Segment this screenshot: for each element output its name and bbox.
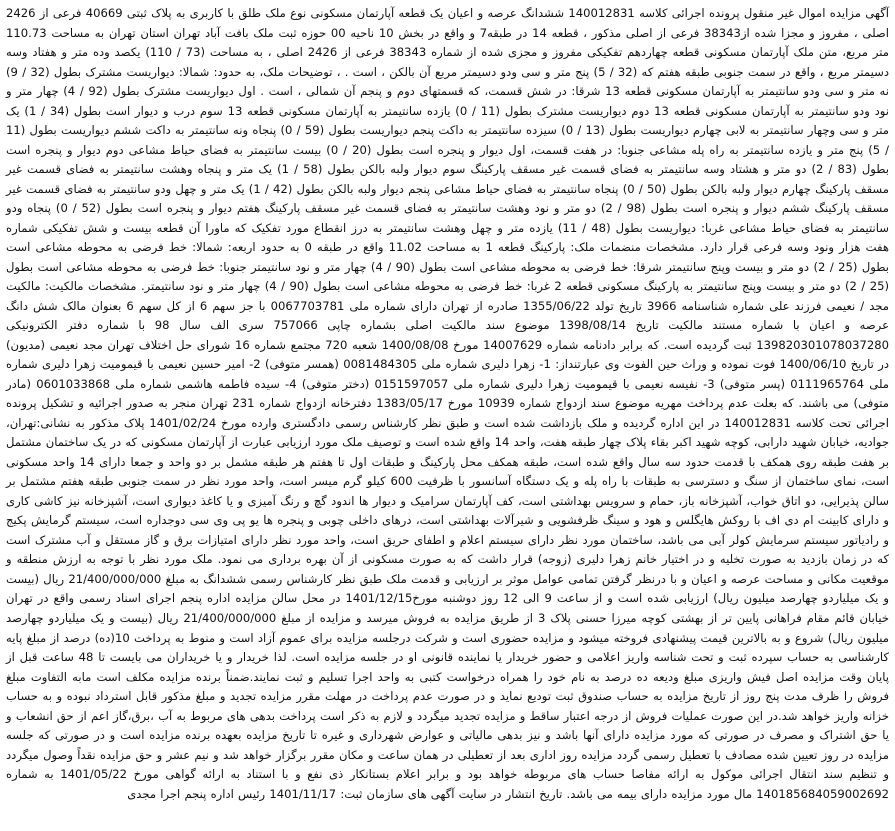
auction-notice-text: آگهی مزایده اموال غیر منقول پرونده اجرائی کلاسه 140012831 ششدانگ عرصه و اعیان یک قطعه آپارتمان مسکونی نوع ملک طلق با کاربری به پلاک ثبتی 40669 فرعی از 2426 اصلی ، مفروز و مجزا شده از38343 فرعی از اصلی مذکور ، قطعه 14 در طبقه7 و واقع در بخش 10 ناحیه 00 حوزه ثبت ملک بافت آباد تهران استان تهران به مساحت 110.73 متر مربع، متن ملک آپارتمان مسکونی قطعه چهاردهم تفکیکی مفروز و مجزی شده از شماره 38343 فرعی از 2426 اصلی ، به مساحت (73 / 110) یکصد وده متر و هفتاد وسه دسیمتر مربع ، واقع در سمت جنوبی طبقه هفتم که (32 / 5) پنج متر و سی ودو دسیمتر مربع آن بالکن ، است . ، توضیحات ملک، به حدود: شمالا: دیواریست مشترک بطول (32 / 9) نه متر و سی ودو سانتیمتر به آپارتمان مسکونی قطعه 13 شرقا: در شش قسمت، که قسمتهای دوم و پنجم آن شمالی ، است . اول دیواریست مشترک بطول (92 / 4) چهار متر و نود ودو سانتیمتر به آپارتمان مسکونی قطعه 13 دوم دیواریست مشترک بطول (11 / 0) یازده سانتیمتر به آپارتمان مسکونی قطعه 13 سوم درب و دیوار است بطول (34 / 1) یک متر و سی وچهار سانتیمتر به لابی چهارم دیواریست بطول (13 / 0) سیزده سانتیمتر به داکت پنجم دیواریست بطول (59 / 0) پنجاه ونه سانتیمتر به داکت ششم دیواریست بطول (11 / 5) پنج متر و یازده سانتیمتر به راه پله مشاعی جنوبا: در هفت قسمت، اول دیوار و پنجره است بطول (20 / 0) بیست سانتیمتر به فضای حیاط مشاعی دوم دیوار و پنجره است بطول (83 / 2) دو متر و هشتاد وسه سانتیمتر به فضای قسمت غیر مسقف پارکینگ سوم دیوار ولبه بالکن بطول (58 / 1) یک متر و پنجاه وهشت سانتیمتر به فضای قسمت غیر مسقف پارکینگ چهارم دیوار ولبه بالکن بطول (50 / 0) پنجاه سانتیمتر به فضای حیاط مشاعی پنجم دیوار ولبه بالکن بطول (42 / 1) یک متر و چهل ودو سانتیمتر به فضای قسمت غیر مسقف پارکینگ ششم دیوار و پنجره است بطول (98 / 2) دو متر و نود وهشت سانتیمتر به فضای قسمت غیر مسقف پارکینگ هفتم دیوار و پنجره است بطول (52 / 0) پنجاه ودو سانتیمتر به فضای حیاط مشاعی غربا: دیواریست بطول (48 / 11) یازده متر و چهل وهشت سانتیمتر به درز انقطاع مورد تفکیک که ماورا آن قطعه بیست و شش تفکیکی شماره هفت هزار ونود وسه فرعی قرار دارد. مشخصات منضمات ملک: پارکینگ قطعه 1 به مساحت 11.02 واقع در طبقه 0 به حدود اربعه: شمالا: خط فرضی به محوطه مشاعی است بطول (25 / 2) دو متر و بیست وپنج سانتیمتر شرقا: خط فرضی به محوطه مشاعی است بطول (90 / 4) چهار متر و نود سانتیمتر جنوبا: خط فرضی به محوطه مشاعی است بطول (25 / 2) دو متر و بیست وپنج سانتیمتر به پارکینگ مسکونی قطعه 2 غربا: خط فرضی به محوطه مشاعی است بطول (90 / 4) چهار متر و نود سانتیمتر. مشخصات مالکیت: مالکیت مجد / نعیمی فرزند علی شماره شناسنامه 3966 تاریخ تولد 1355/06/22 صادره از تهران دارای شماره ملی 0067703781 با جز سهم 6 از کل سهم 6 بعنوان مالک شش دانگ عرصه و اعیان با شماره مستند مالکیت تاریخ 1398/08/14 موضوع سند مالکیت اصلی بشماره چاپی 757066 سری الف سال 98 با شماره دفتر الکترونیکی 139820301078037280 ثبت گردیده است. که برابر دادنامه شماره 14007629 مورخ 1400/08/08 شعبه 720 مجتمع شماره 16 شورای حل اختلاف تهران مجد نعیمی (مدیون) در تاریخ 1400/06/10 فوت نموده و وراث حین الفوت وی عبارتنداز: 1- زهرا دلیری شماره ملی 0081484305 (همسر متوفی) 2- امیر حسین نعیمی با قیمومیت زهرا دلیری شماره ملی 0111965764 (پسر متوفی) 3- نفیسه نعیمی با قیمومیت زهرا دلیری شماره ملی 0151597057 (دختر متوفی) 4- سیده فاطمه هاشمی شماره ملی 0601033868 (مادر متوفی) می باشند. که بعلت عدم پرداخت مهریه موضوع سند ازدواج شماره 10939 مورخ 1383/05/17 دفترخانه ازدواج شماره 231 تهران منجر به صدور اجرائیه و تشکیل پرونده اجرائی تحت کلاسه 140012831 در این اداره گردیده و ملک بازداشت شده است و طبق نظر کارشناس رسمی دادگستری وارده مورخ 1401/02/24 پلاک مذکور به نشانی:تهران، جوادیه، خیابان شهید دارابی، کوچه شهید اکبر بقاء پلاک چهار طبقه هفت، واحد 14 واقع شده است و توصیف ملک مورد ارزیابی عبارت از آپارتمان مسکونی که در یک ساختمان مشتمل بر هفت طبقه روی همکف با قدمت حدود سه سال واقع شده است، طبقه همکف محل پارکینگ و طبقات اول تا هفتم هر طبقه مشمل بر دو واحد و جمعا دارای 14 واحد مسکونی است، نمای ساختمان از سنگ و دسترسی به طبقات با راه پله و یک دستگاه آسانسور با ظرفیت 600 کیلو گرم میسر است، واحد مورد نظر در سمت جنوبی طبقه هفتم مشتمل بر سالن پذیرایی، دو اتاق خواب، آشپزخانه باز، حمام و سرویس بهداشتی است، کف آپارتمان سرامیک و دیوار ها اندود گچ و رنگ آمیزی و یا کاغذ دیواری است، آشپزخانه نیز کاشی کاری و دارای کابینت ام دی اف با روکش هایگلس و هود و سینگ ظرفشویی و شیرآلات بهداشتی است، درهای داخلی چوبی و پنجره ها یو پی وی سی دوجداره است، سیستم گرمایش پکیج و رادیاتور سیستم سرمایش کولر آبی می باشد، ساختمان مورد نظر دارای سیستم اعلام و اطفای حریق است، واحد مورد نظر دارای امتیازات برق و گاز مستقل و آب مشترک است که در زمان بازدید به صورت تخلیه و در اختیار خانم زهرا دلیری (زوجه) قرار داشت که به صورت مسکونی از آن بهره برداری می نمود. ملک مورد نظر با توجه به ارزش منطقه و موقعیت مکانی و مساحت عرصه و اعیان و با درنظر گرفتن تمامی عوامل موثر بر ارزیابی و قدمت ملک طبق نظر کارشناس رسمی ششدانگ به مبلغ 21/400/000/000 ریال (بیست و یک میلیاردو چهارصد میلیون ریال) ارزیابی شده است و از ساعت 9 الی 12 روز دوشنبه مورخ1401/12/15 در محل سالن مزایده اداره پنجم اجرای اسناد رسمی واقع در تهران خیابان قائم مقام فراهانی پایین تر از بهشتی کوچه میرزا حسنی پلاک 3 از طریق مزایده به فروش میرسد و مزایده از مبلغ 21/400/000/000 ریال (بیست و یک میلیاردو چهارصد میلیون ریال) شروع و به بالاترین قیمت پیشنهادی فروخته میشود و مزایده حضوری است و شرکت درجلسه مزایده برای عموم آزاد است و منوط به پرداخت 10(ده) درصد از مبلغ پایه کارشناسی به حساب سپرده ثبت و تحت شناسه واریز اعلامی و حضور خریدار یا نماینده قانونی او در جلسه مزایده است. لذا خریدار و یا خریداران می بایست تا 48 ساعت قبل از پایان وقت مزایده اصل فیش واریزی مبلغ ودیعه ده درصد به نام خود را همراه درخواست کتبی به واحد اجرا تسلیم و ثبت نمایند.ضمناً برنده مزایده مکلف است مابه التفاوت مبلغ فروش را ظرف مدت پنج روز از تاریخ مزایده به حساب صندوق ثبت تودیع نماید و در صورت عدم پرداخت در مهلت مقرر مزایده تجدید و مبلغ مذکور قابل استرداد نبوده و به حساب خزانه واریز خواهد شد.در این صورت عملیات فروش از درجه اعتبار ساقط و مزایده تجدید میگردد و لازم به ذکر است پرداخت بدهی های مربوط به آب ،برق،گاز اعم از حق انشعاب و یا حق اشتراک و مصرف در صورتی که مورد مزایده دارای آنها باشد و نیز بدهی مالیاتی و عوارض شهرداری و غیره تا تاریخ مزایده بعهده برنده مزایده است و در صورتی که جلسه مزایده در روز تعیین شده مصادف با تعطیل رسمی گردد مزایده روز اداری بعد از تعطیلی در همان ساعت و مکان مقرر برگزار خواهد شد و نیم عشر و حق مزایده نقداً وصول میگردد و تنظیم سند انتقال اجرائی موکول به ارائه مفاصا حساب های مربوطه خواهد بود و برابر اعلام بستانکار ذی نفع و با استناد به ارائه گواهی مورخ 1401/05/22 به شماره 140185684059002692 مال مورد مزایده دارای بیمه می باشد. تاریخ انتشار در سایت آگهی های سازمان ثبت: 1401/11/17 رئیس اداره پنجم اجرا مجدی: [6, 6, 890, 801]
